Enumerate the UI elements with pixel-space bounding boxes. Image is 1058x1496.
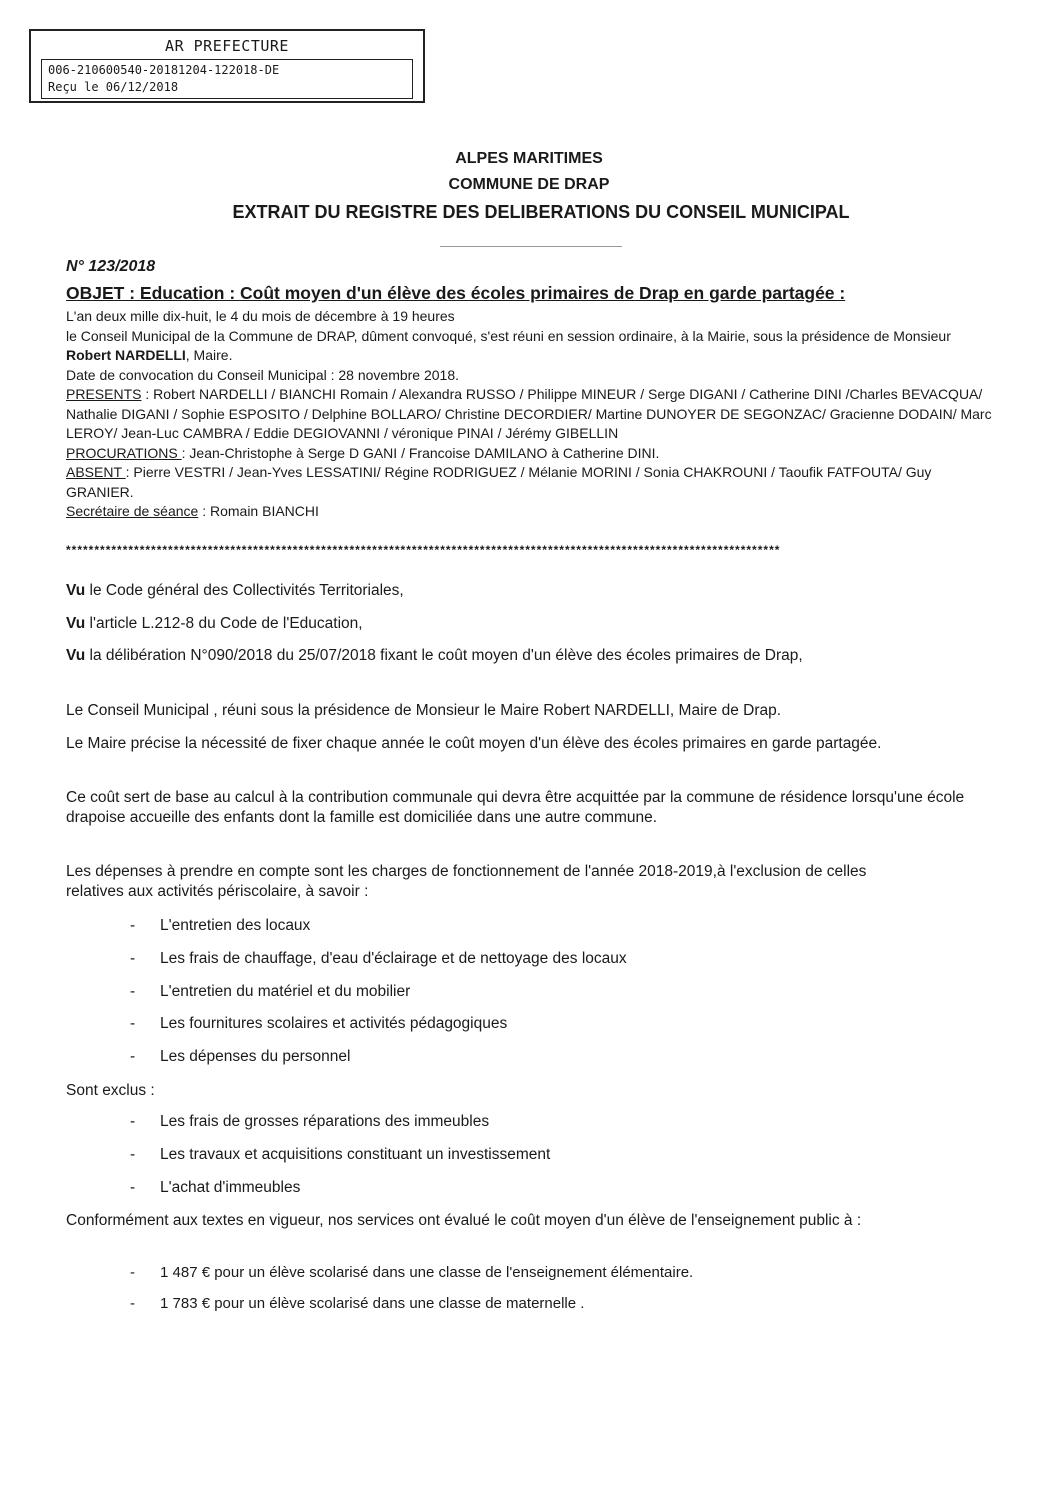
list-item-text: L'achat d'immeubles [160,1179,301,1196]
excluded-heading: Sont exclus : [66,1082,155,1099]
list-item-text: Les frais de chauffage, d'eau d'éclairage et de nettoyage des locaux [160,950,627,967]
dash: - [130,1264,135,1281]
cost-item [130,1295,584,1312]
vu-keyword: Vu [66,582,86,599]
session-description [66,327,998,366]
dash: - [130,917,136,934]
document-title: EXTRAIT DU REGISTRE DES DELIBERATIONS DU CONSEIL MUNICIPAL [232,202,850,222]
paragraph-evaluation: Conformément aux textes en vigueur, nos services ont évalué le coût moyen d'un élève de l'enseignement public à : [66,1212,862,1229]
procurations-names: : Jean-Christophe à Serge D GANI / Francoise DAMILANO à Catherine DINI. [181,444,660,461]
deliberation-number: N° 123/2018 [66,258,156,275]
dash: - [130,1048,136,1065]
department-heading: ALPES MARITIMES [455,150,603,167]
dash: - [130,950,136,967]
list-item-text: Les dépenses du personnel [160,1048,351,1065]
list-item [130,917,310,935]
presents-list [66,385,998,444]
paragraph-expenses: Les dépenses à prendre en compte sont les charges de fonctionnement de l'année 2018-2019,à l'exclusion de celles relatives aux activités périscolaire, à savoir : [66,863,867,900]
list-item [130,1113,489,1131]
paragraph-council: Le Conseil Municipal , réuni sous la présidence de Monsieur le Maire Robert NARDELLI, Maire de Drap. [66,702,782,719]
header-divider [440,246,622,247]
absent-names: : Pierre VESTRI / Jean-Yves LESSATINI/ Régine RODRIGUEZ / Mélanie MORINI / Sonia CHAKROUNI / Taoufik FATFOUTA/ Guy GRANIER. [66,464,932,500]
list-item-text: L'entretien des locaux [160,917,311,934]
stamp-details [41,59,413,99]
vu-text: l'article L.212-8 du Code de l'Education, [85,615,363,632]
mayor-name: Robert NARDELLI [66,347,186,363]
list-item [130,1179,300,1197]
stamp-title: AR PREFECTURE [165,37,289,55]
dash: - [130,983,136,1000]
vu-text: la délibération N°090/2018 du 25/07/2018 fixant le coût moyen d'un élève des écoles primaires de Drap, [85,647,803,664]
presents-names: : Robert NARDELLI / BIANCHI Romain / Alexandra RUSSO / Philippe MINEUR / Serge DIGANI / Catherine DINI /Charles BEVACQUA/ Nathalie DIGANI / Sophie ESPOSITO / Delphine BOLLARO/ Christine DECORDIER/ Martine DUNOYER DE SEGONZAC/ Gracienne DODAIN/ Marc LEROY/ Jean-Luc CAMBRA / Eddie DEGIOVANNI / véronique PINAI / Jérémy GIBELLIN [66,386,992,441]
vu-paragraph-2 [66,614,966,634]
session-text-end: , Maire. [185,347,233,363]
cost-maternelle: 1 783 € pour un élève scolarisé dans une classe de maternelle . [160,1295,585,1312]
secretary-name: : Romain BIANCHI [198,503,319,519]
list-item [130,950,627,968]
paragraph-basis: Ce coût sert de base au calcul à la contribution communale qui devra être acquittée par la commune de résidence lorsqu'une école drapoise accueille des enfants dont la famille est domiciliée dans une autre commune. [66,789,965,826]
vu-text: le Code général des Collectivités Territoriales, [85,582,404,599]
presents-label: PRESENTS [66,386,142,402]
list-item-text: Les frais de grosses réparations des immeubles [160,1113,490,1130]
cost-item [130,1264,693,1281]
vu-keyword: Vu [66,615,86,632]
commune-heading: COMMUNE DE DRAP [448,176,610,193]
cost-elementary: 1 487 € pour un élève scolarisé dans une classe de l'enseignement élémentaire. [160,1264,694,1281]
list-item [130,1048,350,1066]
session-details [66,307,998,522]
dash: - [130,1179,136,1196]
secretary-line [66,502,998,522]
dash: - [130,1295,135,1312]
deliberation-subject: OBJET : Education : Coût moyen d'un élève des écoles primaires de Drap en garde partagée : [66,283,846,303]
paragraph-mayor: Le Maire précise la nécessité de fixer chaque année le coût moyen d'un élève des écoles primaires en garde partagée. [66,735,882,752]
list-item-text: L'entretien du matériel et du mobilier [160,983,411,1000]
session-date: L'an deux mille dix-huit, le 4 du mois de décembre à 19 heures [66,308,455,324]
convocation-date: Date de convocation du Conseil Municipal : 28 novembre 2018. [66,366,460,383]
vu-keyword: Vu [66,647,86,664]
procurations-list [66,444,998,464]
list-item-text: Les fournitures scolaires et activités pédagogiques [160,1015,508,1032]
secretary-label: Secrétaire de séance [66,503,199,519]
list-item-text: Les travaux et acquisitions constituant un investissement [160,1146,551,1163]
absent-list [66,463,998,502]
absent-label: ABSENT [66,464,126,480]
session-text: le Conseil Municipal de la Commune de DRAP, dûment convoqué, s'est réuni en session ordinaire, à la Mairie, sous la présidence de Monsieur [66,327,951,344]
vu-paragraph-1 [66,581,966,601]
stamp-received-date: Reçu le 06/12/2018 [48,80,179,94]
dash: - [130,1113,136,1130]
separator-stars: ****************************************************************************************************************************** [66,543,781,557]
list-item [130,1146,550,1164]
dash: - [130,1146,136,1163]
procurations-label: PROCURATIONS [66,444,182,461]
stamp-reference: 006-210600540-20181204-122018-DE [48,63,280,77]
list-item [130,983,410,1001]
list-item [130,1015,507,1033]
dash: - [130,1015,136,1032]
prefecture-stamp [29,29,425,103]
vu-paragraph-3 [66,646,956,666]
